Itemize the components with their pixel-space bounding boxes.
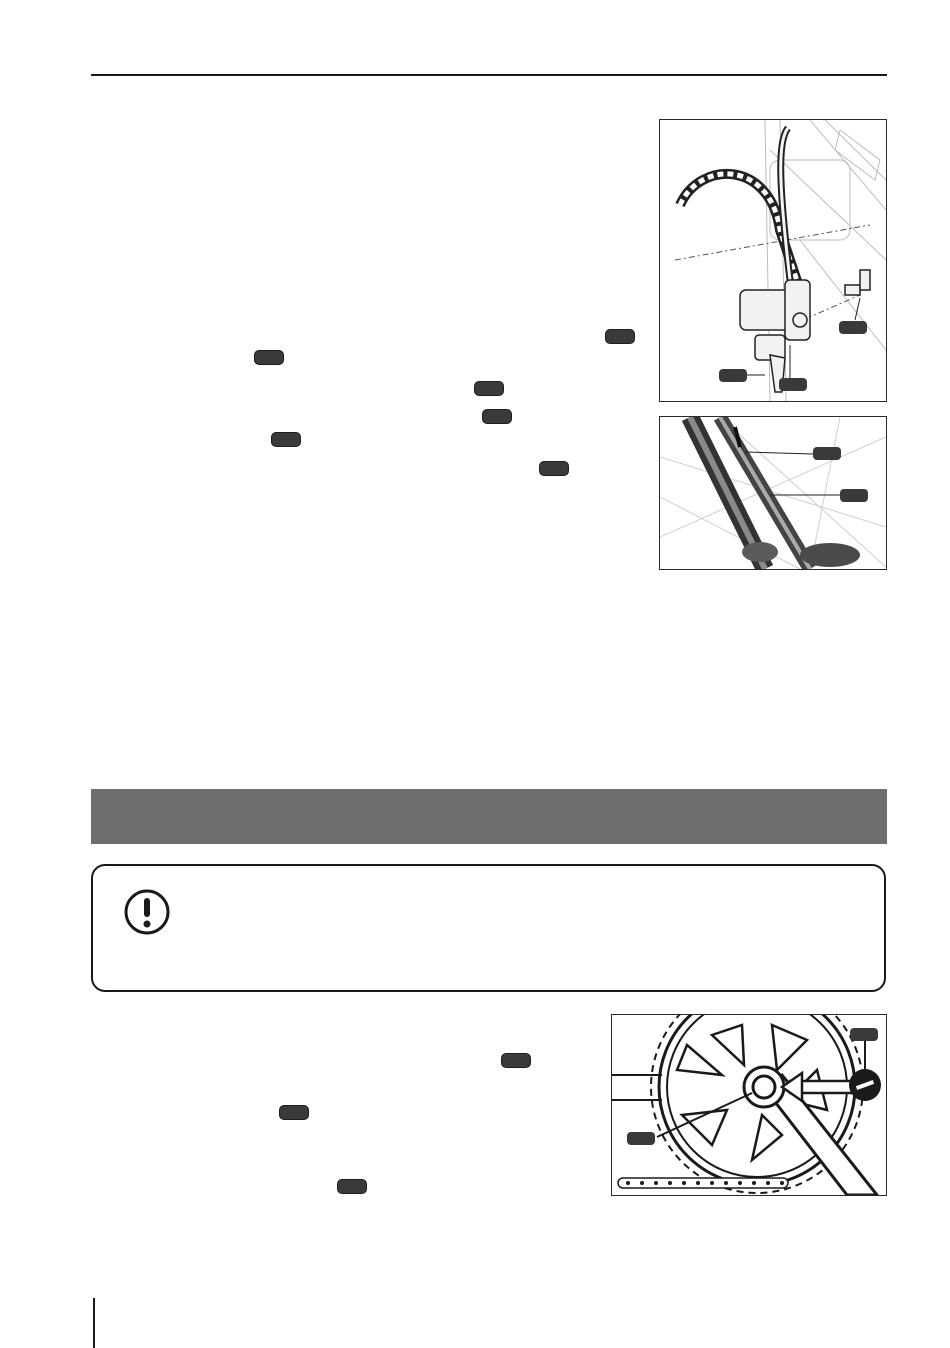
reference-badge bbox=[483, 410, 511, 423]
reference-badge bbox=[540, 462, 568, 475]
reference-badge bbox=[280, 1106, 308, 1119]
header-rule bbox=[91, 74, 887, 76]
reference-badge bbox=[475, 382, 503, 395]
page-edge-rule bbox=[93, 1298, 95, 1348]
section-heading-bar bbox=[91, 789, 887, 844]
reference-badge bbox=[502, 1054, 530, 1067]
brake-caliper-illustration bbox=[660, 120, 886, 401]
reference-badge bbox=[272, 433, 300, 446]
exclamation-circle-icon bbox=[123, 888, 171, 936]
reference-badge bbox=[606, 330, 634, 343]
crankset-figure bbox=[611, 1014, 887, 1196]
reference-badge bbox=[255, 351, 283, 364]
cable-routing-figure bbox=[659, 416, 887, 570]
notice-box bbox=[91, 864, 886, 992]
crankset-illustration bbox=[612, 1015, 886, 1195]
reference-badge bbox=[338, 1180, 366, 1193]
brake-caliper-figure bbox=[659, 119, 887, 402]
cable-routing-illustration bbox=[660, 417, 886, 569]
